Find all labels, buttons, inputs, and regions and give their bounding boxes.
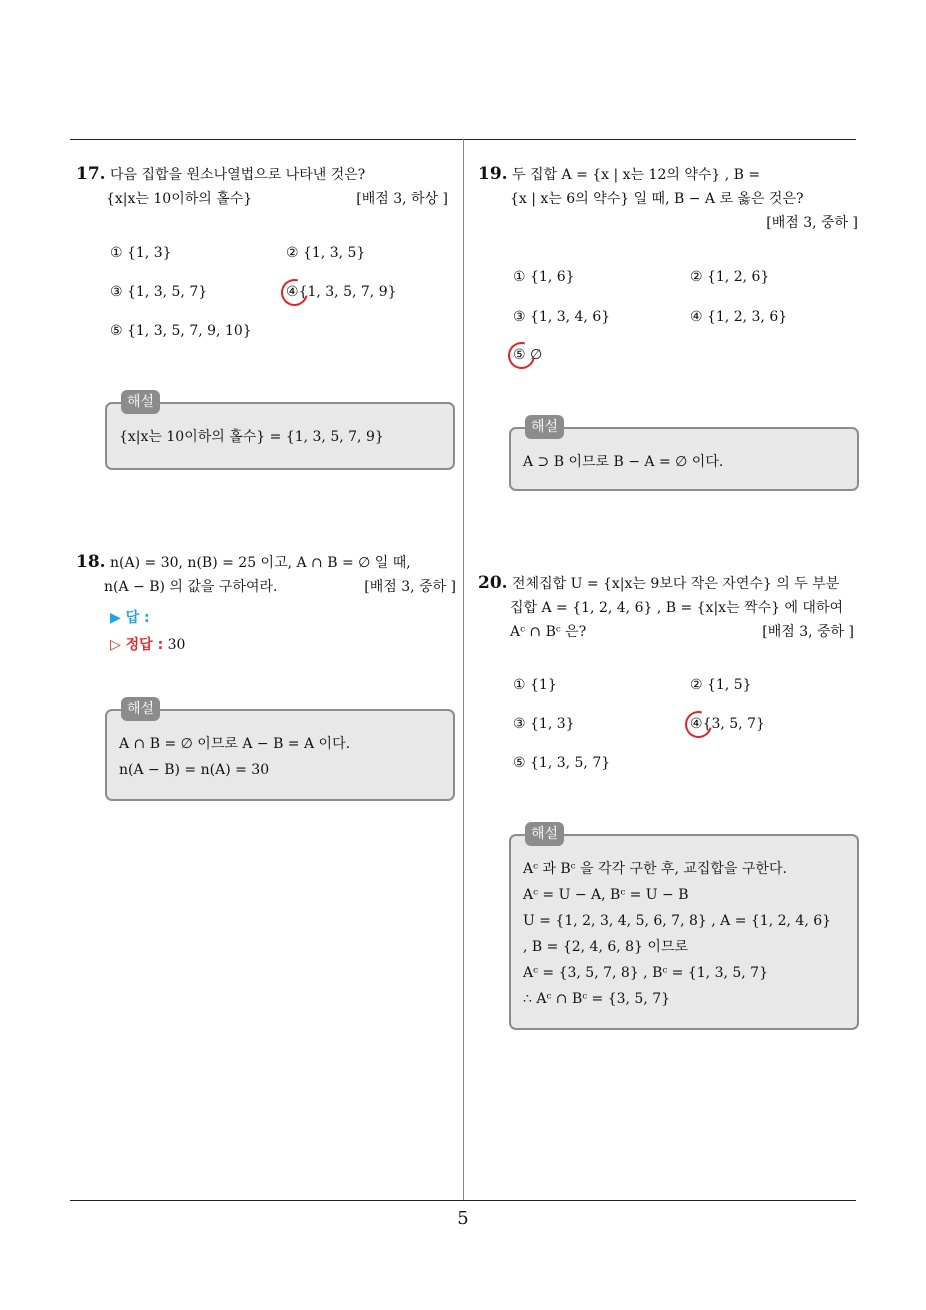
page-number: 5 (457, 1208, 469, 1229)
question-text: 두 집합 A = {x | x는 12의 약수} , B = (512, 167, 761, 183)
question-text-2: {x | x는 6의 약수} 일 때, B − A 로 옳은 것은? (510, 191, 804, 207)
choice-1[interactable]: ① {1} (513, 677, 557, 693)
question-17 (76, 162, 448, 211)
score-label: [배점 3, 하상 ] (356, 191, 448, 207)
question-text-2: n(A − B) 의 값을 구하여라. (104, 579, 278, 595)
question-set: {x|x는 10이하의 홀수} (106, 191, 253, 207)
explanation-line: Aᶜ 과 Bᶜ 을 각각 구한 후, 교집합을 구한다. (523, 861, 787, 877)
choice-3[interactable]: ③ {1, 3} (513, 716, 575, 732)
score-label: [배점 3, 중하 ] (364, 579, 456, 595)
choice-2[interactable]: ② {1, 3, 5} (286, 245, 366, 261)
choice-3[interactable]: ③ {1, 3, 4, 6} (513, 309, 611, 325)
explanation-line: A ∩ B = ∅ 이므로 A − B = A 이다. (119, 736, 351, 752)
question-19 (478, 162, 858, 235)
score-label: [배점 3, 중하 ] (762, 624, 854, 640)
question-number: 19. (478, 164, 508, 184)
answer-label: ▶ 답 : (110, 610, 150, 626)
correct-value: 30 (167, 637, 186, 653)
explanation-box (105, 701, 455, 801)
explanation-tag: 해설 (121, 697, 160, 721)
explanation-tag: 해설 (525, 822, 564, 846)
choice-3[interactable]: ③ {1, 3, 5, 7} (110, 284, 208, 300)
explanation-line: ∴ Aᶜ ∩ Bᶜ = {3, 5, 7} (523, 991, 671, 1007)
selected-mark: ④ (690, 716, 703, 732)
explanation-line: n(A − B) = n(A) = 30 (119, 762, 270, 778)
choice-1[interactable]: ① {1, 6} (513, 269, 575, 285)
question-number: 20. (478, 573, 508, 593)
explanation-box (509, 419, 859, 491)
column-divider (463, 139, 464, 1200)
question-text-2: 집합 A = {1, 2, 4, 6} , B = {x|x는 짝수} 에 대하여 (510, 600, 843, 616)
question-text: n(A) = 30, n(B) = 25 이고, A ∩ B = ∅ 일 때, (110, 555, 411, 571)
correct-answer (110, 634, 185, 654)
selected-mark: ④ (286, 284, 299, 300)
question-text: 다음 집합을 원소나열법으로 나타낸 것은? (110, 167, 366, 183)
question-number: 18. (76, 552, 106, 572)
explanation-box (105, 394, 455, 470)
choice-2[interactable]: ② {1, 5} (690, 677, 752, 693)
explanation-line: A ⊃ B 이므로 B − A = ∅ 이다. (523, 454, 724, 470)
explanation-box (509, 826, 859, 1030)
question-number: 17. (76, 164, 106, 184)
choice-1[interactable]: ① {1, 3} (110, 245, 172, 261)
choice-4[interactable]: ④ {1, 2, 3, 6} (690, 309, 788, 325)
red-circle-icon (276, 274, 313, 311)
question-text: 전체집합 U = {x|x는 9보다 작은 자연수} 의 두 부분 (512, 576, 840, 592)
choice-2[interactable]: ② {1, 2, 6} (690, 269, 770, 285)
red-circle-icon (680, 706, 717, 743)
explanation-line: {x|x는 10이하의 홀수} = {1, 3, 5, 7, 9} (119, 429, 384, 445)
choice-5[interactable]: ⑤ {1, 3, 5, 7} (513, 755, 611, 771)
choice-5[interactable]: ⑤ {1, 3, 5, 7, 9, 10} (110, 323, 252, 339)
correct-label: ▷ 정답 : (110, 637, 164, 653)
question-text-3: Aᶜ ∩ Bᶜ 은? (510, 624, 587, 640)
choice-4[interactable]: ④{1, 3, 5, 7, 9} (286, 284, 397, 300)
question-18 (76, 550, 456, 599)
choice-4[interactable]: ④{3, 5, 7} (690, 716, 765, 732)
score-label: [배점 3, 중하 ] (766, 215, 858, 231)
explanation-line: , B = {2, 4, 6, 8} 이므로 (523, 939, 688, 955)
explanation-line: U = {1, 2, 3, 4, 5, 6, 7, 8} , A = {1, 2, 4, 6} (523, 913, 832, 929)
explanation-line: Aᶜ = {3, 5, 7, 8} , Bᶜ = {1, 3, 5, 7} (523, 965, 768, 981)
explanation-tag: 해설 (121, 390, 160, 414)
selected-mark: ⑤ (513, 347, 526, 363)
bottom-rule (70, 1200, 856, 1201)
explanation-line: Aᶜ = U − A, Bᶜ = U − B (523, 887, 689, 903)
choice-5[interactable]: ⑤ ∅ (513, 347, 542, 363)
red-circle-icon (503, 337, 540, 374)
question-20 (478, 571, 862, 644)
explanation-tag: 해설 (525, 415, 564, 439)
